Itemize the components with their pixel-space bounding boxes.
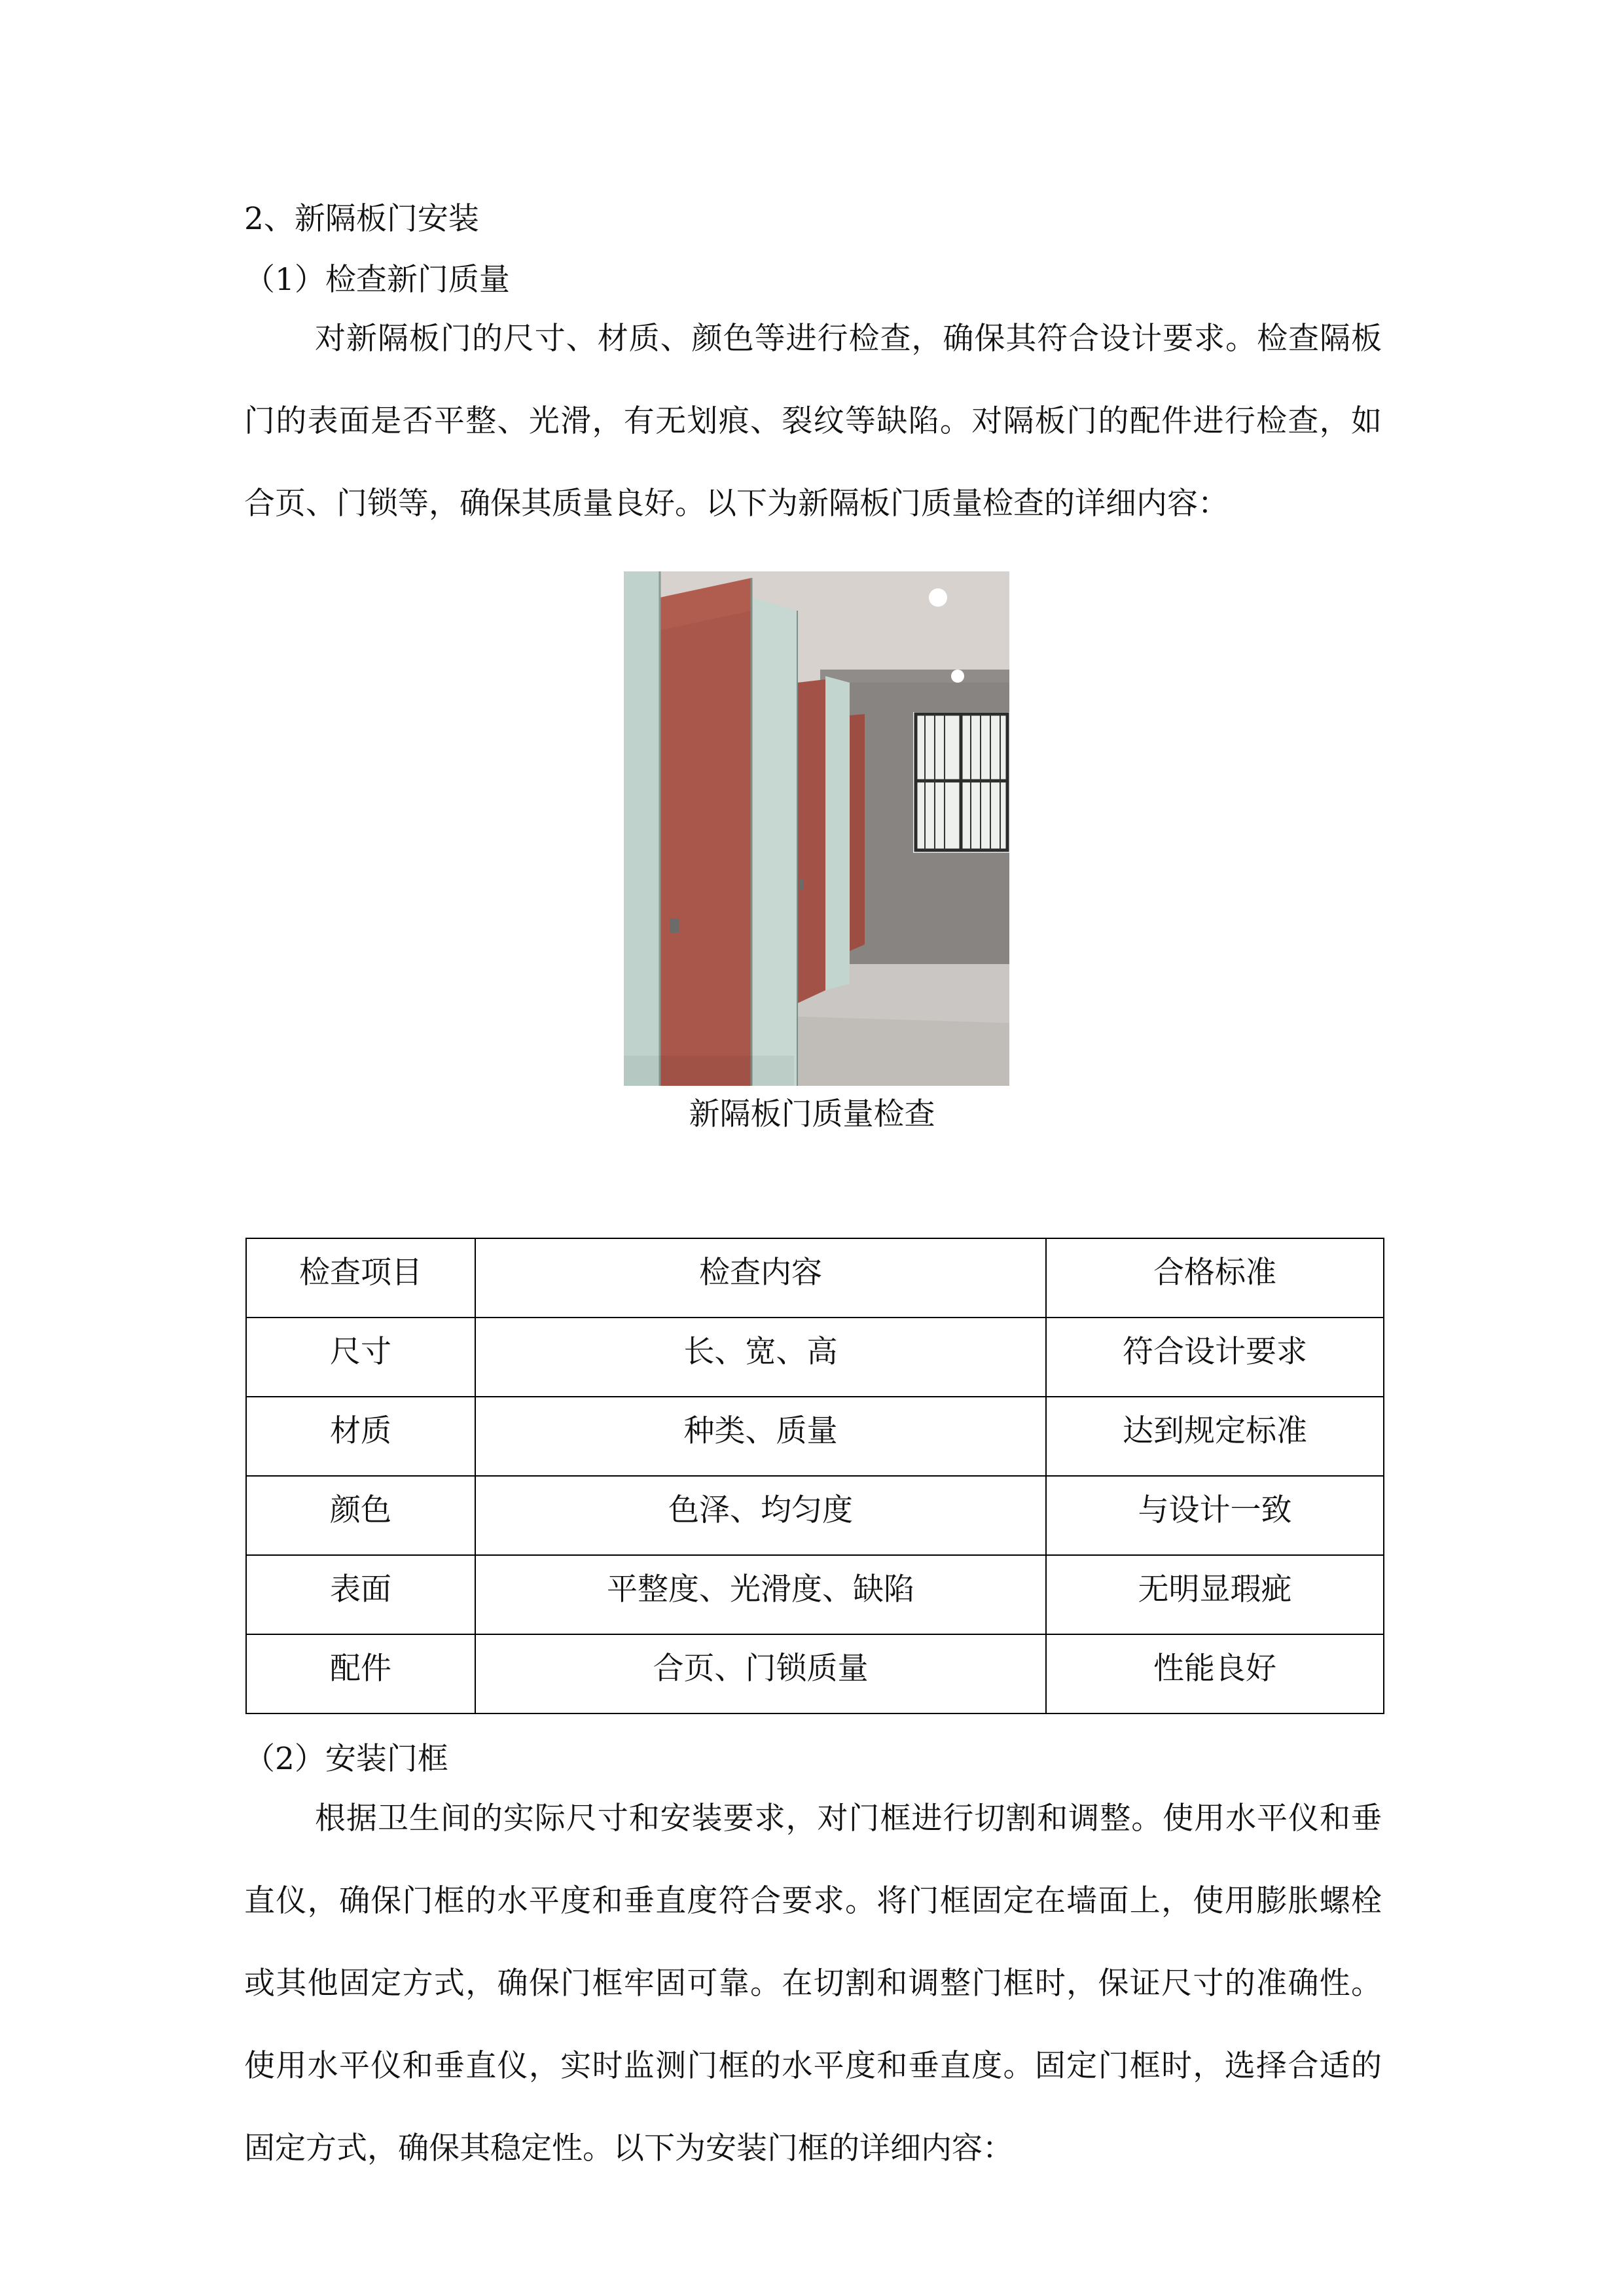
table-cell: 性能良好 <box>1046 1634 1384 1713</box>
table-cell: 种类、质量 <box>475 1397 1046 1476</box>
table-cell: 尺寸 <box>246 1318 475 1397</box>
paragraph-2: 根据卫生间的实际尺寸和安装要求，对门框进行切割和调整。使用水平仪和垂直仪，确保门框的水平度和垂直度符合要求。将门框固定在墙面上，使用膨胀螺栓或其他固定方式，确保门框牢固可靠。在切割和调整门框时，保证尺寸的准确性。使用水平仪和垂直仪，实时监测门框的水平度和垂直度。固定门框时，选择合适的固定方式，确保其稳定性。以下为安装门框的详细内容： <box>244 1801 1382 2166</box>
subsection-title-2: （2）安装门框 <box>244 1741 448 1777</box>
table-row <box>246 1318 1384 1397</box>
table-cell: 表面 <box>246 1555 475 1634</box>
table-header-row <box>246 1238 1384 1318</box>
table-cell: 合页、门锁质量 <box>475 1634 1046 1713</box>
table-row <box>246 1397 1384 1476</box>
table-cell: 达到规定标准 <box>1046 1397 1384 1476</box>
table-cell: 平整度、光滑度、缺陷 <box>475 1555 1046 1634</box>
table-cell: 材质 <box>246 1397 475 1476</box>
table-cell: 色泽、均匀度 <box>475 1476 1046 1555</box>
partition-doors-photo <box>624 571 1009 1086</box>
table-cell: 符合设计要求 <box>1046 1318 1384 1397</box>
table-cell: 配件 <box>246 1634 475 1713</box>
table-header-cell: 检查项目 <box>246 1238 475 1318</box>
table-header-cell: 合格标准 <box>1046 1238 1384 1318</box>
quality-check-table <box>245 1238 1384 1714</box>
subsection-title-1: （1）检查新门质量 <box>244 262 510 298</box>
table-cell: 与设计一致 <box>1046 1476 1384 1555</box>
paragraph-1: 对新隔板门的尺寸、材质、颜色等进行检查，确保其符合设计要求。检查隔板门的表面是否平整、光滑，有无划痕、裂纹等缺陷。对隔板门的配件进行检查，如合页、门锁等，确保其质量良好。以下为新隔板门质量检查的详细内容： <box>244 321 1382 522</box>
table-row <box>246 1555 1384 1634</box>
figure-caption: 新隔板门质量检查 <box>689 1096 935 1132</box>
table-row <box>246 1634 1384 1713</box>
table-cell: 无明显瑕疵 <box>1046 1555 1384 1634</box>
table-header-cell: 检查内容 <box>475 1238 1046 1318</box>
section-title: 2、新隔板门安装 <box>244 201 479 237</box>
table-cell: 颜色 <box>246 1476 475 1555</box>
table-cell: 长、宽、高 <box>475 1318 1046 1397</box>
table-row <box>246 1476 1384 1555</box>
